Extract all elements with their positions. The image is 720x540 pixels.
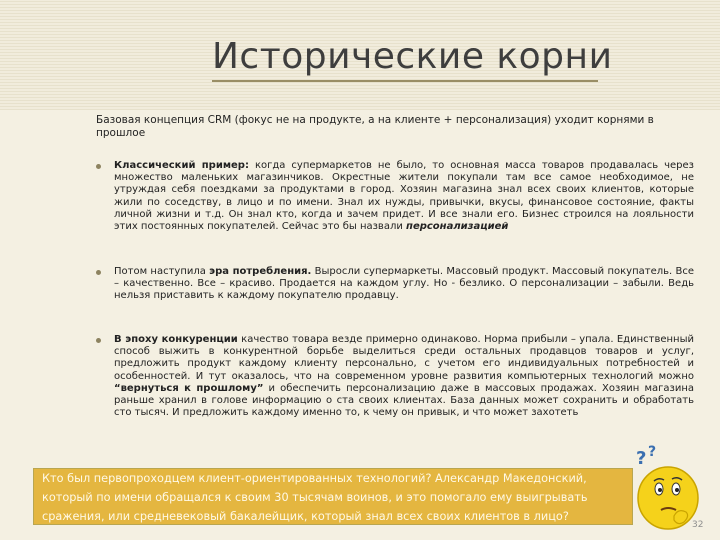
bullet-classic-example [96,160,694,233]
bullet-competition-era [96,334,694,419]
question-callout [33,468,633,525]
svg-text:?: ? [636,448,647,469]
title-underline [212,80,598,82]
question-marks-icon [636,444,656,469]
slide-title: Исторические корни [212,36,613,77]
bullet-dot [96,270,101,275]
bullet-quote: “вернуться к прошлому” [114,382,264,394]
page-number: 32 [692,520,704,530]
callout-line-2: который по имени обращался к своим 30 тысячам воинов, и это помогало ему выигрывать [42,491,588,504]
svg-text:?: ? [648,444,657,460]
bullet-consumption-era [96,266,694,303]
bullet-dot [96,164,101,169]
bullet-lead: В эпоху конкуренции [114,334,238,345]
callout-line-1: Кто был первопроходцем клиент-ориентированных технологий? Александр Македонский, [42,472,587,485]
bullet-lead: эра потребления. [209,266,312,277]
bullet-lead: Классический пример: [114,160,249,171]
bullet-emphasis: персонализацией [406,221,509,233]
bullet-text: качество товара везде примерно одинаково. Норма прибыли – упала. Единственный способ выжить в конкурентной борьбе выделиться среди остальных продавцов товаров и услуг, предложить продукт каждому клиенту персонально, с учетом его индивидуальных потребностей и особенностей. И тут оказалось, что на современном уровне развития компьютерных технологий можно [114,334,694,382]
bullet-prefix: Потом наступила [114,266,210,277]
bullet-text-continued: и обеспечить персонализацию даже в массовых продажах. Хозяин магазина раньше хранил в голове информацию о ста своих клиентах. База данных может сохранить и обработать сто тысяч. И предложить каждому именно то, к чему он привык, и что может захотеть [114,382,694,419]
bullet-text: когда супермаркетов не было, то основная масса товаров продавалась через множество маленьких магазинчиков. Окрестные жители покупали там все самое необходимое, не утруждая себя поездками за продуктами в город. Хозяин магазина знал всех своих клиентов, которые жили по соседству, в лицо и по имени. Знал их нужды, привычки, вкусы, финансовое состояние, факты личной жизни и т.д. Он знал кто, когда и зачем придет. И все знали его. Бизнес строился на лояльности этих постоянных покупателей. Сейчас это бы назвали [114,160,695,233]
bullet-text: Выросли супермаркеты. Массовый продукт. Массовый покупатель. Все – качественно. Все – красиво. Продается на каждом углу. Но - безлико. О персонализации – забыли. Ведь нельзя приставить к каждому покупателю продавцу. [114,266,694,302]
intro-text: Базовая концепция CRM (фокус не на продукте, а на клиенте + персонализация) уходит корнями в прошлое [96,114,654,139]
callout-line-3: сражения, или средневековый бакалейщик, который знал всех своих клиентов в лицо? [42,510,569,523]
bullet-dot [96,338,101,343]
